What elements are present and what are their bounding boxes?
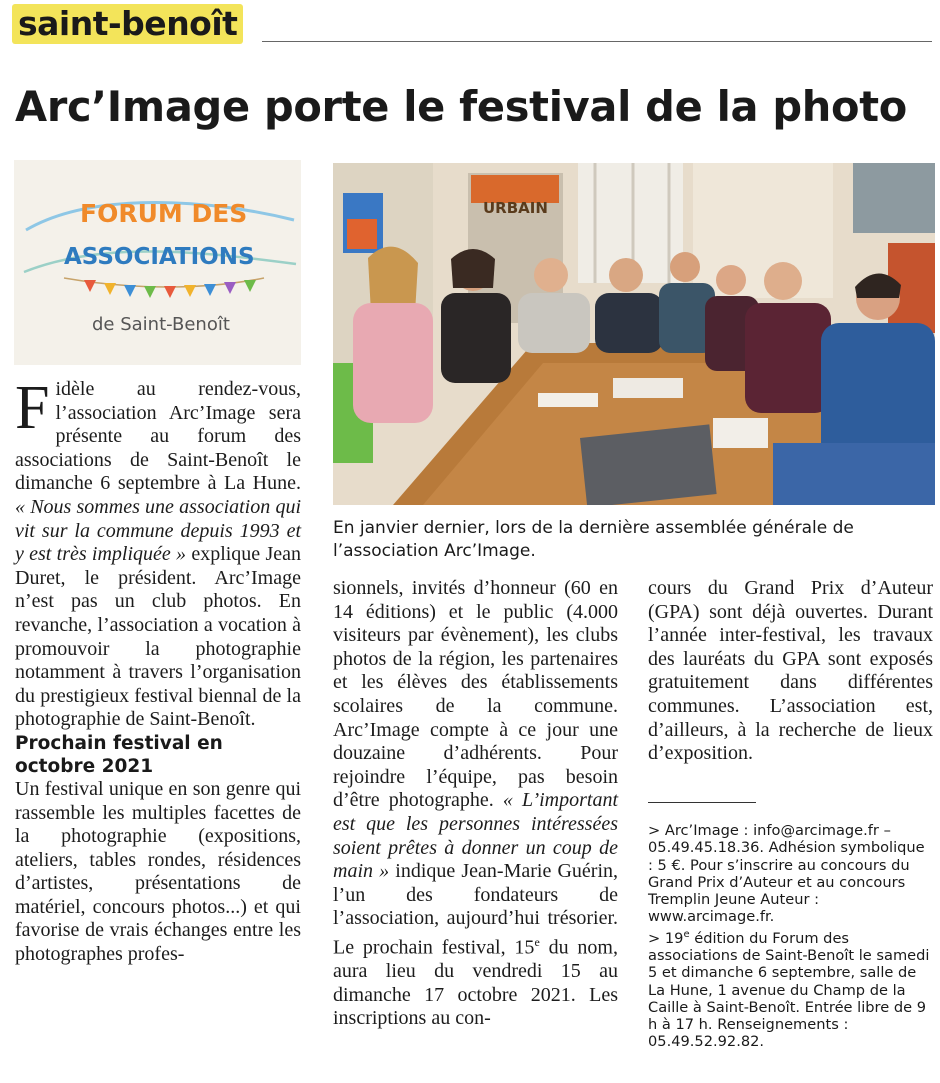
- body-col3: cours du Grand Prix d’Auteur (GPA) sont déjà ouvertes. Durant l’année inter-festival, les travaux des lauréats du GPA sont exposés gratuitement dans différentes communes. L’association est, d’ailleurs, à la recherche de lieux d’exposition.: [648, 577, 933, 765]
- quote-2: « L’important est que les personnes intéressées soient prêtes à donner un coup de main »: [333, 789, 618, 883]
- info-rule: [648, 802, 756, 803]
- info-forum: [648, 926, 933, 1051]
- intro-text-2: explique Jean Duret, le président. Arc’Image n’est pas un club photos. En revanche, l’association a vocation à promouvoir la photographie notamment à travers l’organisation du prestigieux festival biennal de la photographie de Saint-Benoît.: [15, 543, 301, 731]
- intro-paragraph: [15, 374, 301, 732]
- section-rule: [262, 41, 932, 42]
- group-photo-illustration: [333, 163, 935, 505]
- info-box: [648, 822, 933, 1051]
- body-col1: Un festival unique en son genre qui rassemble les multiples facettes de la photographie (expositions, ateliers, tables rondes, résidences d’artistes, présentations de matériel, concours photos...) et qui favorise de vrais échanges entre les photographes profes-: [15, 777, 301, 966]
- section-tag: saint-benoît: [12, 4, 243, 44]
- info-forum-b: édition du Forum des associations de Saint-Benoît le samedi 5 et dimanche 6 septembre, salle de La Hune, 1 avenue du Champ de la Caille à Saint-Benoît. Entrée libre de 9 h à 17 h. Renseignements : 05.49.52.92.82.: [648, 929, 930, 1051]
- intro-text-1: idèle au rendez-vous, l’association Arc’Image sera présente au forum des associations de Saint-Benoît le dimanche 6 septembre à La Hune.: [15, 378, 301, 495]
- info-forum-a: > 19: [648, 929, 684, 947]
- section-subhead: Prochain festival en octobre 2021: [15, 732, 223, 777]
- logo-line3: de Saint-Benoît: [92, 314, 230, 335]
- body-col2a: sionnels, invités d’honneur (60 en 14 éditions) et le public (4.000 visiteurs par évènement), les clubs photos de la région, les partenaires et les élèves des établissements scolaires de la commune. Arc’Image compte à ce jour une douzaine d’adhérents. Pour rejoindre l’équipe, pas besoin d’être photographe.: [333, 577, 618, 812]
- drop-cap: F: [15, 374, 50, 442]
- group-photo: [333, 163, 935, 505]
- ordinal-e-1: e: [534, 934, 540, 949]
- photo-caption: En janvier dernier, lors de la dernière assemblée générale de l’association Arc’Image.: [333, 518, 854, 561]
- logo-line2: ASSOCIATIONS: [64, 244, 255, 270]
- article-column-3: [648, 577, 933, 766]
- article-column-2: [333, 577, 618, 1031]
- body-col2b: indique Jean-Marie Guérin, l’un des fondateurs de l’association, aujourd’hui trésorier. Le prochain festival, 15: [333, 860, 619, 959]
- poster-text: URBAIN: [483, 199, 548, 217]
- ordinal-e-2: e: [683, 928, 690, 940]
- article-column-1: [15, 374, 301, 967]
- logo-line1: FORUM DES: [80, 199, 248, 228]
- info-arcimage: > Arc’Image : info@arcimage.fr – 05.49.45.18.36. Adhésion symbolique : 5 €. Pour s’inscrire au concours du Grand Prix d’Auteur et au concours Tremplin Jeune Auteur : www.arcimage.fr.: [648, 822, 925, 926]
- article-headline: Arc’Image porte le festival de la photo: [15, 82, 907, 131]
- forum-logo-graphic: [14, 160, 301, 365]
- body-col2: [333, 577, 618, 1031]
- forum-logo: [14, 160, 301, 365]
- body-col2c: du nom, aura lieu du vendredi 15 au dimanche 17 octobre 2021. Les inscriptions au con-: [333, 936, 618, 1030]
- quote-1: « Nous sommes une association qui vit sur la commune depuis 1993 et y est très impliquée »: [15, 495, 301, 566]
